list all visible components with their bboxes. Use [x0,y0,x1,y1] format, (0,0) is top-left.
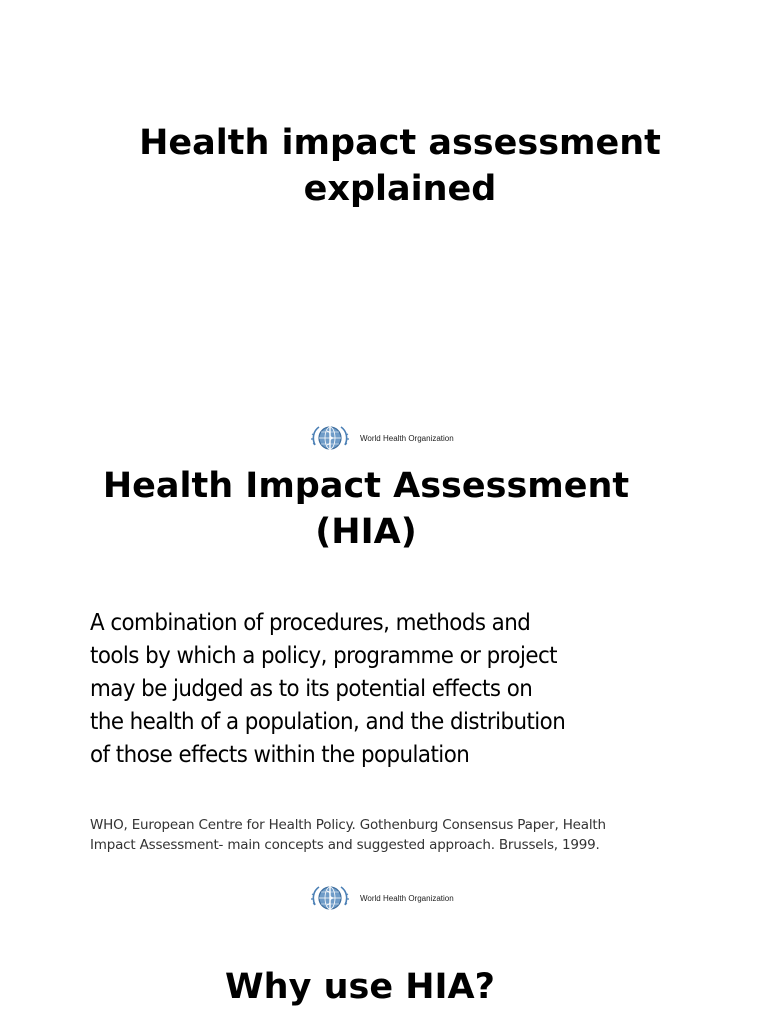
who-emblem-icon [309,423,351,453]
title-line: Why use HIA? [225,967,495,1007]
who-logo [309,423,454,453]
definition-line: the health of a population, and the distribution [90,709,566,735]
definition-line: may be judged as to its potential effects on [90,676,533,702]
definition-line: tools by which a policy, programme or project [90,643,557,669]
citation-line: WHO, European Centre for Health Policy. Gothenburg Consensus Paper, Health [90,817,606,833]
who-org-name: World Health Organization [360,433,454,443]
title-line: Health impact assessment [139,123,661,163]
citation-line: Impact Assessment- main concepts and suggested approach. Brussels, 1999. [90,837,600,853]
slide-title-why-use-hia [0,964,744,1010]
definition-line: of those effects within the population [90,742,470,768]
title-line: explained [303,169,497,209]
title-line: Health Impact Assessment [102,466,630,506]
definition-line: A combination of procedures, methods and [90,610,531,636]
who-org-name: World Health Organization [360,893,454,903]
hia-definition [90,607,657,772]
slide-title-hia [0,463,750,555]
title-line: (HIA) [315,512,417,552]
slide-title-hia-explained [16,120,768,212]
who-emblem-icon [309,883,351,913]
citation [90,815,710,855]
who-logo [309,883,454,913]
